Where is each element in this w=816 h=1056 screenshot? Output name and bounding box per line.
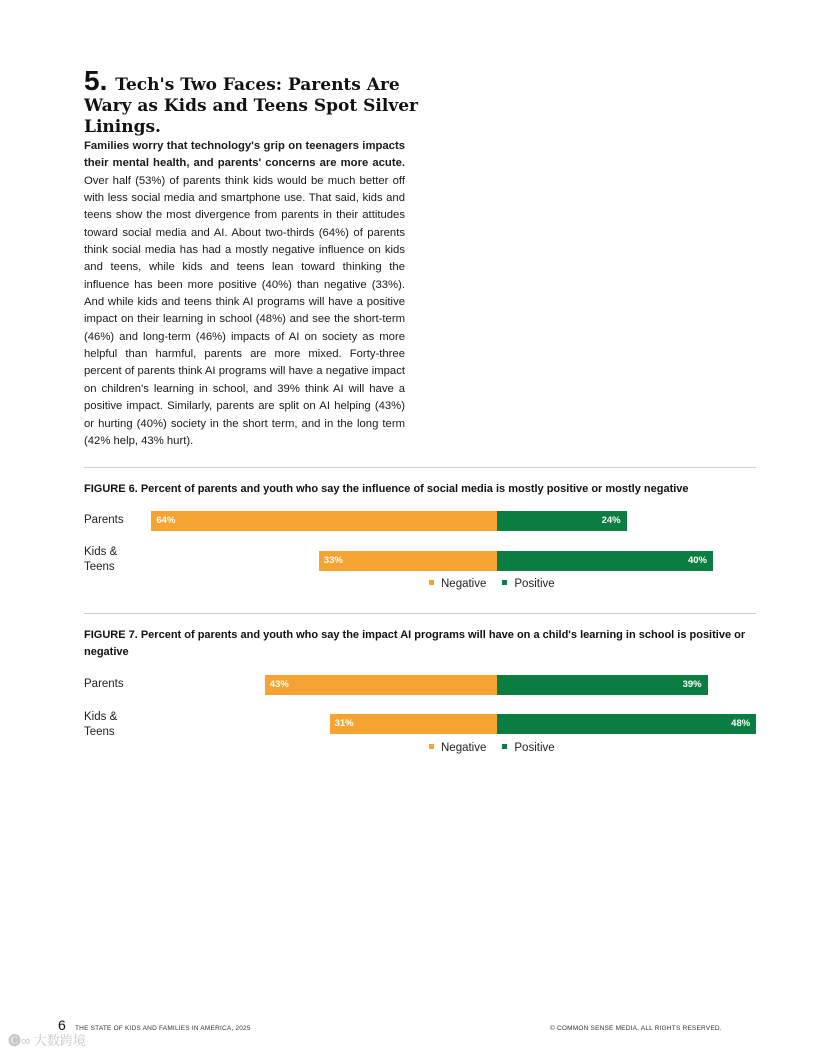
section-number: 5. — [84, 65, 108, 96]
legend-label: Negative — [441, 578, 487, 590]
section-heading — [84, 65, 424, 138]
category-label: Parents — [84, 678, 124, 690]
figure-7-caption: FIGURE 7. Percent of parents and youth who say the impact AI programs will have on a child's learning in school is positive or negative — [84, 629, 746, 658]
divider — [84, 613, 756, 614]
legend-label: Negative — [441, 742, 487, 754]
negative-bar: 31% — [330, 714, 497, 734]
chart-legend — [429, 578, 571, 590]
category-label: Parents — [84, 514, 124, 526]
footer-publication: THE STATE OF KIDS AND FAMILIES IN AMERICA, 2025 — [75, 1025, 251, 1032]
legend-label: Positive — [514, 742, 555, 754]
category-label: Kids & Teens — [84, 711, 118, 738]
intro-paragraph — [84, 138, 405, 450]
positive-bar: 48% — [497, 714, 756, 734]
intro-body: Over half (53%) of parents think kids would be much better off with less social media and smartphone use. That said, kids and teens show the most divergence from parents in their attitudes toward social media and AI. About two-thirds (64%) of parents think social media has had a mostly negative influence on kids and teens, while kids and teens lean toward thinking the influence has been more positive (40%) than negative (33%). And while kids and teens think AI programs will have a positive impact on their learning in school (48%) and see the short-term (46%) and long-term (46%) impacts of AI on society as more helpful than harmful, parents are more mixed. Forty-three percent of parents think AI programs will have a negative impact on children's learning in school, and 39% think AI will have a positive impact. Similarly, parents are split on AI helping (43%) or hurting (40%) society in the short term, and in the long term (42% help, 43% hurt). — [84, 174, 405, 447]
footer-copyright: © COMMON SENSE MEDIA. ALL RIGHTS RESERVED. — [550, 1025, 722, 1032]
legend-item-positive — [502, 742, 554, 754]
watermark-logo: 🅒∞ 大数跨境 — [8, 1033, 86, 1048]
section-title: Tech's Two Faces: Parents Are Wary as Kids and Teens Spot Silver Linings. — [84, 75, 418, 137]
legend-item-negative — [429, 742, 486, 754]
positive-bar: 40% — [497, 551, 713, 571]
legend-swatch-negative — [429, 580, 434, 585]
chart-legend — [429, 742, 571, 754]
positive-bar: 39% — [497, 675, 708, 695]
intro-lead: Families worry that technology's grip on teenagers impacts their mental health, and parents' concerns are more acute. — [84, 140, 405, 170]
legend-item-negative — [429, 578, 486, 590]
legend-label: Positive — [514, 578, 555, 590]
negative-bar: 64% — [151, 511, 497, 531]
positive-bar: 24% — [497, 511, 627, 531]
legend-swatch-positive — [502, 580, 507, 585]
page-number: 6 — [58, 1017, 66, 1033]
negative-bar: 43% — [265, 675, 497, 695]
legend-swatch-negative — [429, 744, 434, 749]
figure-6-caption: FIGURE 6. Percent of parents and youth who say the influence of social media is mostly positive or mostly negative — [84, 483, 689, 495]
divider — [84, 467, 756, 468]
legend-swatch-positive — [502, 744, 507, 749]
negative-bar: 33% — [319, 551, 497, 571]
category-label: Kids & Teens — [84, 546, 118, 573]
legend-item-positive — [502, 578, 554, 590]
